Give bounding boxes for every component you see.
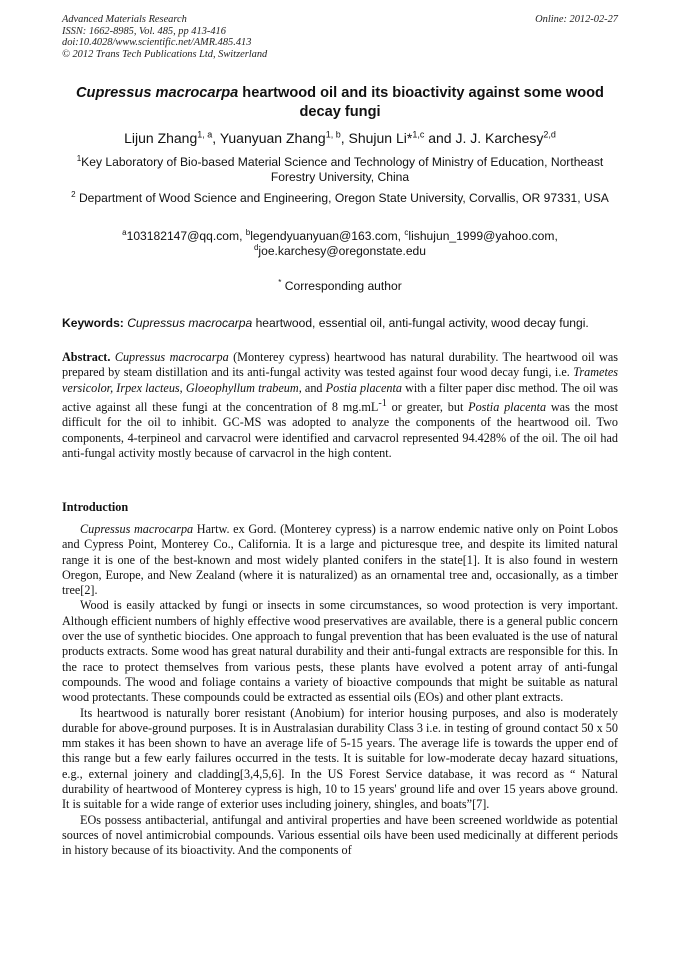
author-sep: , [212,130,220,146]
email-list [62,229,618,260]
email-link[interactable]: joe.karchesy@oregonstate.edu [258,244,427,259]
abstract-label: Abstract. [62,350,111,364]
author-name: J. J. Karchesy [455,130,544,146]
keywords-species: Cupressus macrocarpa [123,316,253,330]
keywords-label: Keywords: [62,316,124,330]
introduction-body [62,522,618,859]
abstract-text: or greater, but [386,399,469,414]
abstract-text: (Monterey cypress) heartwood has natural durability. The heartwood oil was prepared by steam distillation and its anti-fungal activity was tested against four wood decay fungi, i.e. [62,350,618,380]
intro-paragraph: Its heartwood is naturally borer resistant (Anobium) for interior housing purposes, and also is moderately durable for above-ground purposes. It is in Australasian durability Class 3 i.e. in testing of ground contact 50 x 50 mm stakes it has been shown to have an average life of 5-15 years. The average life is towards the upper end of this range but a few early failures occurred in the tests. It is suitable for low-moderate decay hazard situations, e.g., external joinery and cladding[3,4,5,6]. In the US Forest Service database, it was record as “ Natural durability of heartwood of Monterey cypress is high, 10 to 15 years' ground life and over 15 years above ground. It is suitable for a wide range of exterior uses including joinery, shingles, and boats”[7]. [62,705,618,812]
abstract-species: Cupressus macrocarpa [110,350,229,364]
title-species: Cupressus macrocarpa [76,85,239,101]
affiliation-sup: 1 [76,153,82,163]
intro-paragraph: Wood is easily attacked by fungi or insects in some circumstances, so wood protection is very important. Although efficient numbers of highly effective wood preservatives are available, there is a general public concern over the use of synthetic biocides. One approach to fungal prevention that has been evaluated is the use of natural products extracts. Some wood has great natural durability and their anti-fungal extracts are responsible for this. In the race to protect themselves from various pests, these plants have evolved a potent array of anti-fungal compounds. The wood and foliage contains a variety of bioactive compounds that might be suitable as natural wood protectants. These compounds could be extracted as essential oils (EOs) and other plant extracts. [62,598,618,705]
doi-line: doi:10.4028/www.scientific.net/AMR.485.413 [62,37,252,49]
affiliation-1 [62,155,618,186]
author-name: Lijun Zhang [124,130,198,146]
journal-name: Advanced Materials Research [62,14,187,25]
abstract-fungi: Trametes versicolor, Irpex lacteus, Gloeophyllum trabeum, [62,365,618,395]
corresponding-author-note [62,279,618,294]
email-link[interactable]: 103182147@qq.com, [126,229,246,243]
paper-title [62,84,618,122]
author-sup: 1,c [412,129,425,140]
abstract-text: with a filter paper disc method. The oil was active against all these fungi at the concentration of 8 mg.mL [62,380,618,414]
copyright-line: © 2012 Trans Tech Publications Ltd, Switzerland [62,48,268,60]
abstract-text: was the most difficult for the oil to inhibit. GC-MS was adopted to analyze the components of the heartwood oil. Two components, 4-terpineol and carvacrol were identified and carvacrol represented 94.428% of the oil. The oil had anti-fungal activity mostly because of carvacrol in the high content. [62,399,619,460]
email-sup: c [404,227,409,237]
keywords-text: heartwood, essential oil, anti-fungal activity, wood decay fungi. [252,316,589,330]
corresponding-sup: * [278,277,282,287]
author-sup: 2,d [543,129,556,140]
affiliation-text: Department of Wood Science and Engineering, Oregon State University, Corvallis, OR 97331, USA [75,191,609,205]
abstract [62,350,618,461]
email-link[interactable]: legendyuanyuan@163.com, [250,229,405,243]
affiliation-2 [62,191,618,206]
issn-line: ISSN: 1662-8985, Vol. 485, pp 413-416 [62,25,226,37]
email-sup: d [253,243,259,253]
intro-paragraph: EOs possess antibacterial, antifungal and antiviral properties and have been screened worldwide as potential sources of novel antimicrobial compounds. Various essential oils have been used medicinally at different periods in history because of its bioactivity. And the components of [62,812,618,858]
author-sup: 1, b [325,129,341,140]
intro-text: Hartw. ex Gord. (Monterey cypress) is a narrow endemic native only on Point Lobos and Cypress Point, Monterey Co., California. It is a large and picturesque tree, and despite its limited natural range it is one of the best-known and most widely planted conifers in the state[1]. It is also found in western Oregon, Europe, and New Zealand (where it is naturalized) as an ornamental tree and, occasionally, as a timber tree[2]. [62,522,618,598]
journal-header [62,14,618,60]
author-list [62,129,618,147]
email-sup: b [245,227,251,237]
intro-paragraph [62,522,618,598]
author-sep: , [340,130,349,146]
online-date: Online: 2012-02-27 [535,14,618,25]
abstract-fungi: Postia placenta [325,380,402,395]
abstract-sup: -1 [378,397,387,409]
email-sup: a [122,227,127,237]
abstract-text: and [301,380,326,395]
abstract-fungi: Postia placenta [468,399,547,414]
title-rest: heartwood oil and its bioactivity against some wood decay fungi [238,85,604,120]
author-sep: and [424,130,456,146]
author-name: Shujun Li* [348,130,413,146]
affiliation-text: Key Laboratory of Bio-based Material Science and Technology of Ministry of Education, Northeast Forestry University, China [81,155,604,185]
section-heading-introduction: Introduction [62,500,129,514]
keywords [62,316,618,331]
affiliation-sup: 2 [71,189,76,199]
author-name: Yuanyuan Zhang [219,130,326,146]
intro-species: Cupressus macrocarpa [80,522,194,536]
email-link[interactable]: lishujun_1999@yahoo.com, [408,229,558,243]
author-sup: 1, a [197,129,213,140]
corresponding-text: Corresponding author [281,279,402,293]
